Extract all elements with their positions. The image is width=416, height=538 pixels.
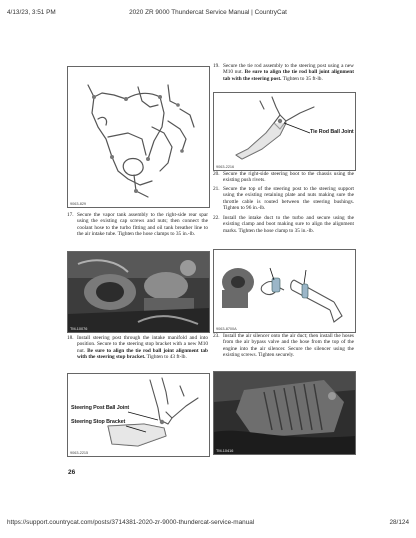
step-19 xyxy=(213,63,354,82)
step-23 xyxy=(213,333,354,358)
step-21 xyxy=(213,186,354,211)
figure-id: 9063-829 xyxy=(70,202,87,206)
figure-id: TM-10076 xyxy=(70,327,88,331)
figure-air-silencer xyxy=(213,371,356,455)
print-page-count: 28/124 xyxy=(389,519,409,526)
callout-steering-stop-bracket: Steering Stop Bracket xyxy=(71,419,126,425)
step-number: 20. xyxy=(213,171,220,177)
figure-id: TM-10416 xyxy=(216,449,234,453)
callout-tie-rod-ball-joint: Tie Rod Ball Joint xyxy=(310,129,354,135)
step-number: 22. xyxy=(213,215,220,221)
figure-id: 9063-2215 xyxy=(70,451,89,455)
step-text: Install the intake duct to the turbo and secure using the existing clamp and boot making sure to align the alignment marks. Tighten the hose clamp to 35 in.-lb. xyxy=(223,215,354,234)
engine-photo xyxy=(68,252,209,332)
step-number: 19. xyxy=(213,63,220,69)
figure-tie-rod xyxy=(213,92,356,171)
intake-duct-illustration xyxy=(214,250,355,332)
step-number: 21. xyxy=(213,186,220,192)
step-emphasis: Be sure to align the tie rod ball joint alignment tab with the steering stop bracket. xyxy=(77,347,208,360)
step-number: 17. xyxy=(67,212,74,218)
step-text: Install steering post through the intake manifold and into position. Secure to the steering stop bracket with a new M10 nut. Be sure to align the tie rod ball joint alignment tab with the steering stop bracket. Tighten to 43 ft-lb. xyxy=(77,335,208,360)
step-number: 23. xyxy=(213,333,220,339)
callout-steering-post-ball-joint: Steering Post Ball Joint xyxy=(71,405,130,411)
air-silencer-photo xyxy=(214,372,355,454)
figure-vapor-tank xyxy=(67,66,210,208)
step-17 xyxy=(67,212,208,237)
print-timestamp: 4/13/23, 3:51 PM xyxy=(7,9,56,16)
figure-intake-duct xyxy=(213,249,356,333)
step-text: Secure the top of the steering post to the steering support using the existing retaining plate and nuts making sure the throttle cable is routed between the steering bushings. Tighten to 96 in.-lb. xyxy=(223,186,354,211)
step-18 xyxy=(67,335,208,360)
step-number: 18. xyxy=(67,335,74,341)
step-22 xyxy=(213,215,354,234)
figure-steering-post xyxy=(67,373,210,457)
steering-post-illustration xyxy=(68,374,209,456)
figure-id: 9063-2216 xyxy=(216,165,235,169)
step-text: Secure the tie rod assembly to the steering post using a new M10 nut. Be sure to align the tie rod ball joint alignment tab with the steering post. Tighten to 35 ft-lb. xyxy=(223,63,354,82)
step-text: Secure the right-side steering boot to the chassis using the existing push rivets. xyxy=(223,171,354,184)
step-text: Secure the vapor tank assembly to the right-side rear spar using the existing cap screws and nuts; then connect the coolant hose to the turbo fitting and oil tank breather line to the air intake tube. Tighten the hose clamps to 35 in.-lb. xyxy=(77,212,208,237)
step-emphasis: Be sure to align the tie rod ball joint alignment tab with the steering post. xyxy=(223,69,354,82)
vapor-tank-illustration xyxy=(68,67,209,207)
print-url: https://support.countrycat.com/posts/3714381-2020-zr-9000-thundercat-service-manual xyxy=(7,519,255,526)
step-20 xyxy=(213,171,354,184)
step-text: Install the air silencer onto the air duct; then install the hoses from the air bypass valve and the hose from the top of the engine into the air silencer. Secure the silencer using the existing screws. Tighten securely. xyxy=(223,333,354,358)
manual-page-number: 26 xyxy=(68,469,76,476)
figure-engine-turbo xyxy=(67,251,210,333)
figure-id: 9063-8700A xyxy=(216,327,237,331)
print-page-title: 2020 ZR 9000 Thundercat Service Manual | CountryCat xyxy=(129,9,287,16)
